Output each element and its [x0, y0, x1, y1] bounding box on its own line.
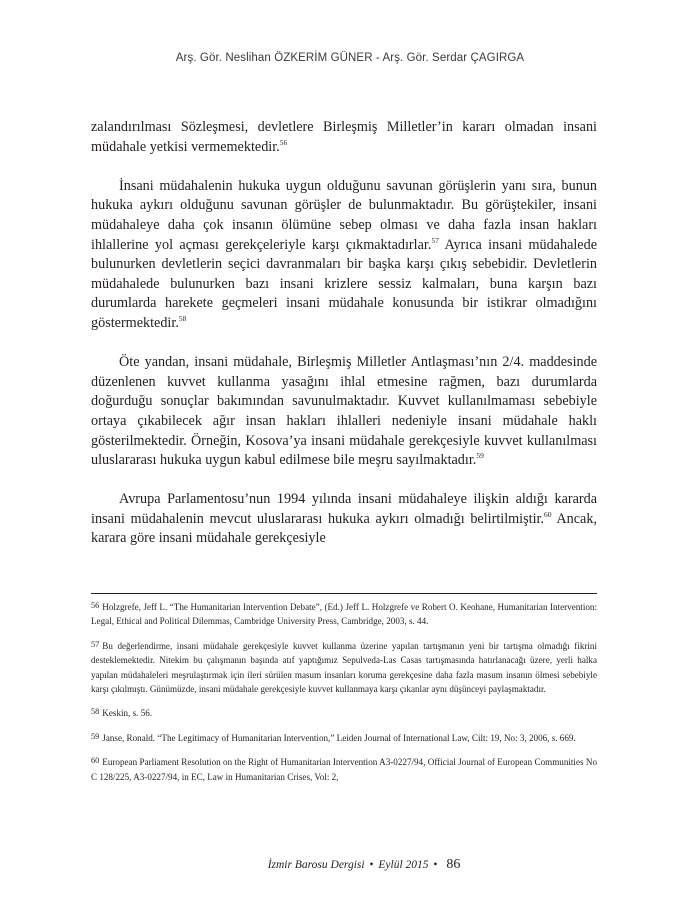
- paragraph-1: [91, 118, 597, 157]
- footnote-text: European Parliament Resolution on the Right of Humanitarian Intervention A3-0227/94, Official Journal of European Communities No C 128/225, A3-0227/94, in EC, Law in Humanitarian Crises, Vol: 2,: [91, 757, 597, 782]
- footnote-56: [91, 599, 597, 629]
- footnote-ref-57[interactable]: 57: [431, 235, 439, 245]
- footnote-number: 59: [91, 731, 100, 741]
- footnote-number: 60: [91, 756, 100, 766]
- footnote-number: 58: [91, 707, 100, 717]
- paragraph-4-text-a: Avrupa Parlamentosu’nun 1994 yılında insani müdahaleye ilişkin aldığı kararda insani müdahalenin mevcut uluslararası hukuka aykırı olmadığı belirtilmiştir.: [91, 491, 597, 527]
- footnote-60: [91, 754, 597, 784]
- paragraph-2-text-b: Ayrıca insani müdahalede bulunurken devletlerin seçici davranmaları bir başka karşı çıkış sebebidir. Devletlerin müdahalede bulunurken bazı insani krizlere sessiz kalmaları, buna karşın bazı durumlarda harekete geçmeleri insani müdahale konusunda bir istikrar olmadığını göstermektedir.: [91, 236, 597, 331]
- footnote-58: [91, 705, 597, 720]
- footnote-text: Janse, Ronald. “The Legitimacy of Humanitarian Intervention,” Leiden Journal of International Law, Cilt: 19, No: 3, 2006, s. 669.: [102, 732, 576, 743]
- paragraph-3-text: Öte yandan, insani müdahale, Birleşmiş Milletler Antlaşması’nın 2/4. maddesinde düzenlenen kuvvet kullanma yasağını ihlal etmesine rağmen, bazı durumlarda doğurduğu sonuçlar bakımından savunulmaktadır. Kuvvet kullanılmaması sebebiyle ortaya çıkabilecek ağır insan hakları ihlalleri nedeniyle insani müdahale haklı gösterilmektedir. Örneğin, Kosova’ya insani müdahale gerekçesiyle kuvvet kullanılması uluslararası hukuka uygun kabul edilmese bile meşru sayılmaktadır.: [91, 354, 597, 469]
- footnote-text: Keskin, s. 56.: [102, 708, 153, 719]
- paragraph-4-text-b: Ancak, karara göre insani müdahale gerekçesiyle: [91, 510, 597, 547]
- footnote-number: 56: [91, 601, 100, 610]
- footnote-ref-58[interactable]: 58: [178, 313, 187, 323]
- paragraph-3: [91, 353, 597, 471]
- footnotes: [91, 593, 597, 793]
- footnote-ref-59[interactable]: 59: [476, 451, 484, 461]
- footnote-59: [91, 730, 597, 745]
- page-number: 86: [446, 857, 461, 872]
- footer-separator: •: [433, 859, 438, 871]
- page-footer: [234, 857, 494, 873]
- footer-separator: •: [369, 859, 374, 871]
- paragraph-2: [91, 177, 597, 334]
- body-text: [91, 118, 597, 549]
- journal-name: İzmir Barosu Dergisi: [267, 859, 365, 871]
- paragraph-2-text-a: İnsani müdahalenin hukuka uygun olduğunu savunan görüşlerin yanı sıra, bunun hukuka aykırı olduğunu savunan görüşler de bulunmaktadır. Bu görüştekiler, insani müdahaleye daha çok insanın ölümüne sebep olması ve daha fazla insan hakları ihlallerine yol açması gerekçeleriyle karşı çıkmaktadırlar.: [91, 177, 597, 253]
- issue-date: Eylül 2015: [378, 859, 429, 871]
- footnote-text: Holzgrefe, Jeff L. “The Humanitarian Intervention Debate”, (Ed.) Jeff L. Holzgrefe ve Robert O. Keohane, Humanitarian Intervention: Legal, Ethical and Political Dilemmas, Cambridge University Press, Cambridge, 2003, s. 44.: [91, 602, 597, 627]
- running-header: Arş. Gör. Neslihan ÖZKERİM GÜNER - Arş. Gör. Serdar ÇAGIRGA: [175, 52, 525, 64]
- footnote-57: [91, 638, 597, 697]
- footnote-ref-56[interactable]: 56: [279, 137, 288, 147]
- paragraph-1-text: zalandırılması Sözleşmesi, devletlere Birleşmiş Milletler’in kararı olmadan insani müdahale yetkisi vermemektedir.: [91, 119, 597, 155]
- footnote-number: 57: [91, 639, 100, 649]
- paragraph-4: [91, 490, 597, 549]
- footnote-ref-60[interactable]: 60: [544, 509, 552, 519]
- footnote-text: Bu değerlendirme, insani müdahale gerekçesiyle kuvvet kullanma üzerine yapılan tartışmanın yeni bir tartışma olmadığı fikrini desteklemektedir. Nitekim bu çalışmanın başında atıf yaptığımız Sepulveda-Las Casas tartışmasında hatırlanacağı üzere, yerli halka yapılan müdahaleleri meşrulaştırmak için ileri sürülen masum insanları koruma gerekçesine daha fazla masum insanın ölmesi sebebiyle karşı çıkılmıştı. Günümüzde, insani müdahale gerekçesiyle kuvvet kullanmaya karşı çıkanlar aynı düşünceyi paylaşmaktadır.: [91, 640, 597, 695]
